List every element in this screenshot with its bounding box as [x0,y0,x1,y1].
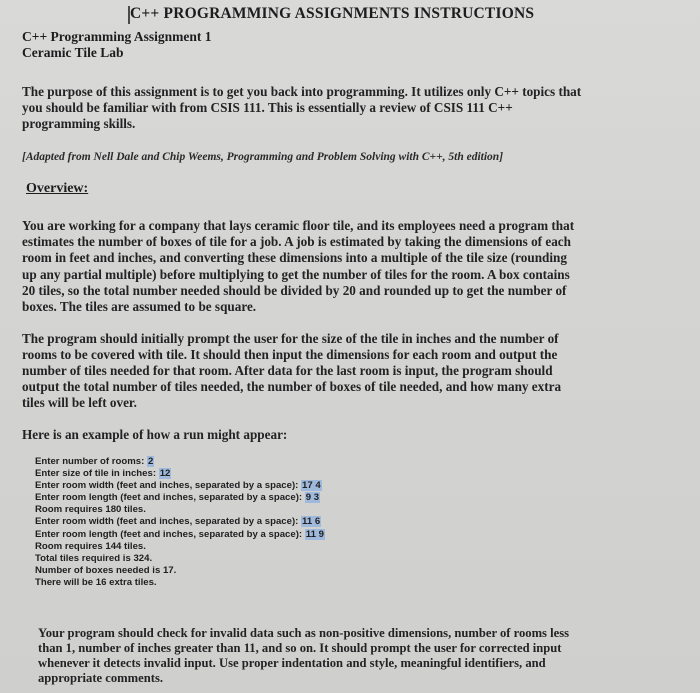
sample-run-line [35,553,325,565]
overview-paragraph-2: The program should initially prompt the user for the size of the tile in inches and the number of rooms to be covered with tile. It should then input the dimensions for each room and output the number of tiles needed for that room. After data for the last room is input, the program should output the total number of tiles needed, the number of boxes of tile needed, and how many extra tiles will be left over. [22,331,562,410]
sample-run-prompt: Enter number of rooms: [35,456,147,467]
sample-run-prompt: Enter room length (feet and inches, separated by a space): [35,492,305,504]
sample-run-line [35,541,325,553]
adapted-note: [Adapted from Nell Dale and Chip Weems, Programming and Problem Solving with C++, 5th edition] [22,151,504,163]
sample-run-line [35,504,325,516]
document-title: C++ PROGRAMMING ASSIGNMENTS INSTRUCTIONS [130,5,535,22]
sample-run-prompt: Enter size of tile in inches: [35,468,159,480]
sample-run-line [35,468,325,480]
sample-run-line [35,529,325,541]
overview-heading: Overview: [26,181,89,196]
assignment-heading: C++ Programming Assignment 1 [22,29,212,44]
sample-run-prompt: Number of boxes needed is 17. [35,564,177,576]
sample-run-line [35,456,325,468]
overview-paragraph-1: You are working for a company that lays ceramic floor tile, and its employees need a program that estimates the number of boxes of tile for a job. A job is estimated by taking the dimensions of each room in feet and inches, and converting these dimensions into a multiple of the tile size (rounding up any partial multiple) before multiplying to get the number of tiles for the room. A box contains 20 tiles, so the total number needed should be divided by 20 and rounded up to get the number of boxes. The tiles are assumed to be square. [22,218,575,315]
lab-name: Ceramic Tile Lab [22,45,124,60]
sample-run-line [35,577,325,589]
sample-run-user-input: 11 6 [302,516,321,528]
sample-run-prompt: There will be 16 extra tiles. [35,576,157,588]
sample-run-line [35,480,325,492]
sample-run-user-input: 2 [147,456,154,467]
sample-run-prompt: Enter room width (feet and inches, separated by a space): [35,480,302,492]
sample-run-user-input: 11 9 [305,528,324,540]
sample-run-prompt: Room requires 144 tiles. [35,540,146,552]
sample-run-user-input: 17 4 [302,480,321,492]
sample-run-user-input: 9 3 [305,492,320,504]
sample-run-user-input: 12 [159,468,171,480]
sample-run-prompt: Enter room width (feet and inches, separated by a space): [35,516,302,528]
purpose-paragraph: The purpose of this assignment is to get you back into programming. It utilizes only C++ topics that you should be familiar with from CSIS 111. This is essentially a review of CSIS 111 C++ programming skills. [22,84,582,131]
closing-paragraph: Your program should check for invalid data such as non-positive dimensions, number of rooms less than 1, number of inches greater than 11, and so on. It should prompt the user for corrected input whenever it detects invalid input. Use proper indentation and style, meaningful identifiers, and appropriate comments. [38,626,570,685]
sample-run-line [35,492,325,504]
sample-run-prompt: Room requires 180 tiles. [35,504,146,516]
example-intro: Here is an example of how a run might appear: [22,427,288,442]
sample-run-line [35,516,325,528]
sample-run-prompt: Enter room length (feet and inches, separated by a space): [35,528,305,540]
sample-run-prompt: Total tiles required is 324. [35,552,153,564]
sample-run-line [35,565,325,577]
sample-run-block [35,456,325,589]
